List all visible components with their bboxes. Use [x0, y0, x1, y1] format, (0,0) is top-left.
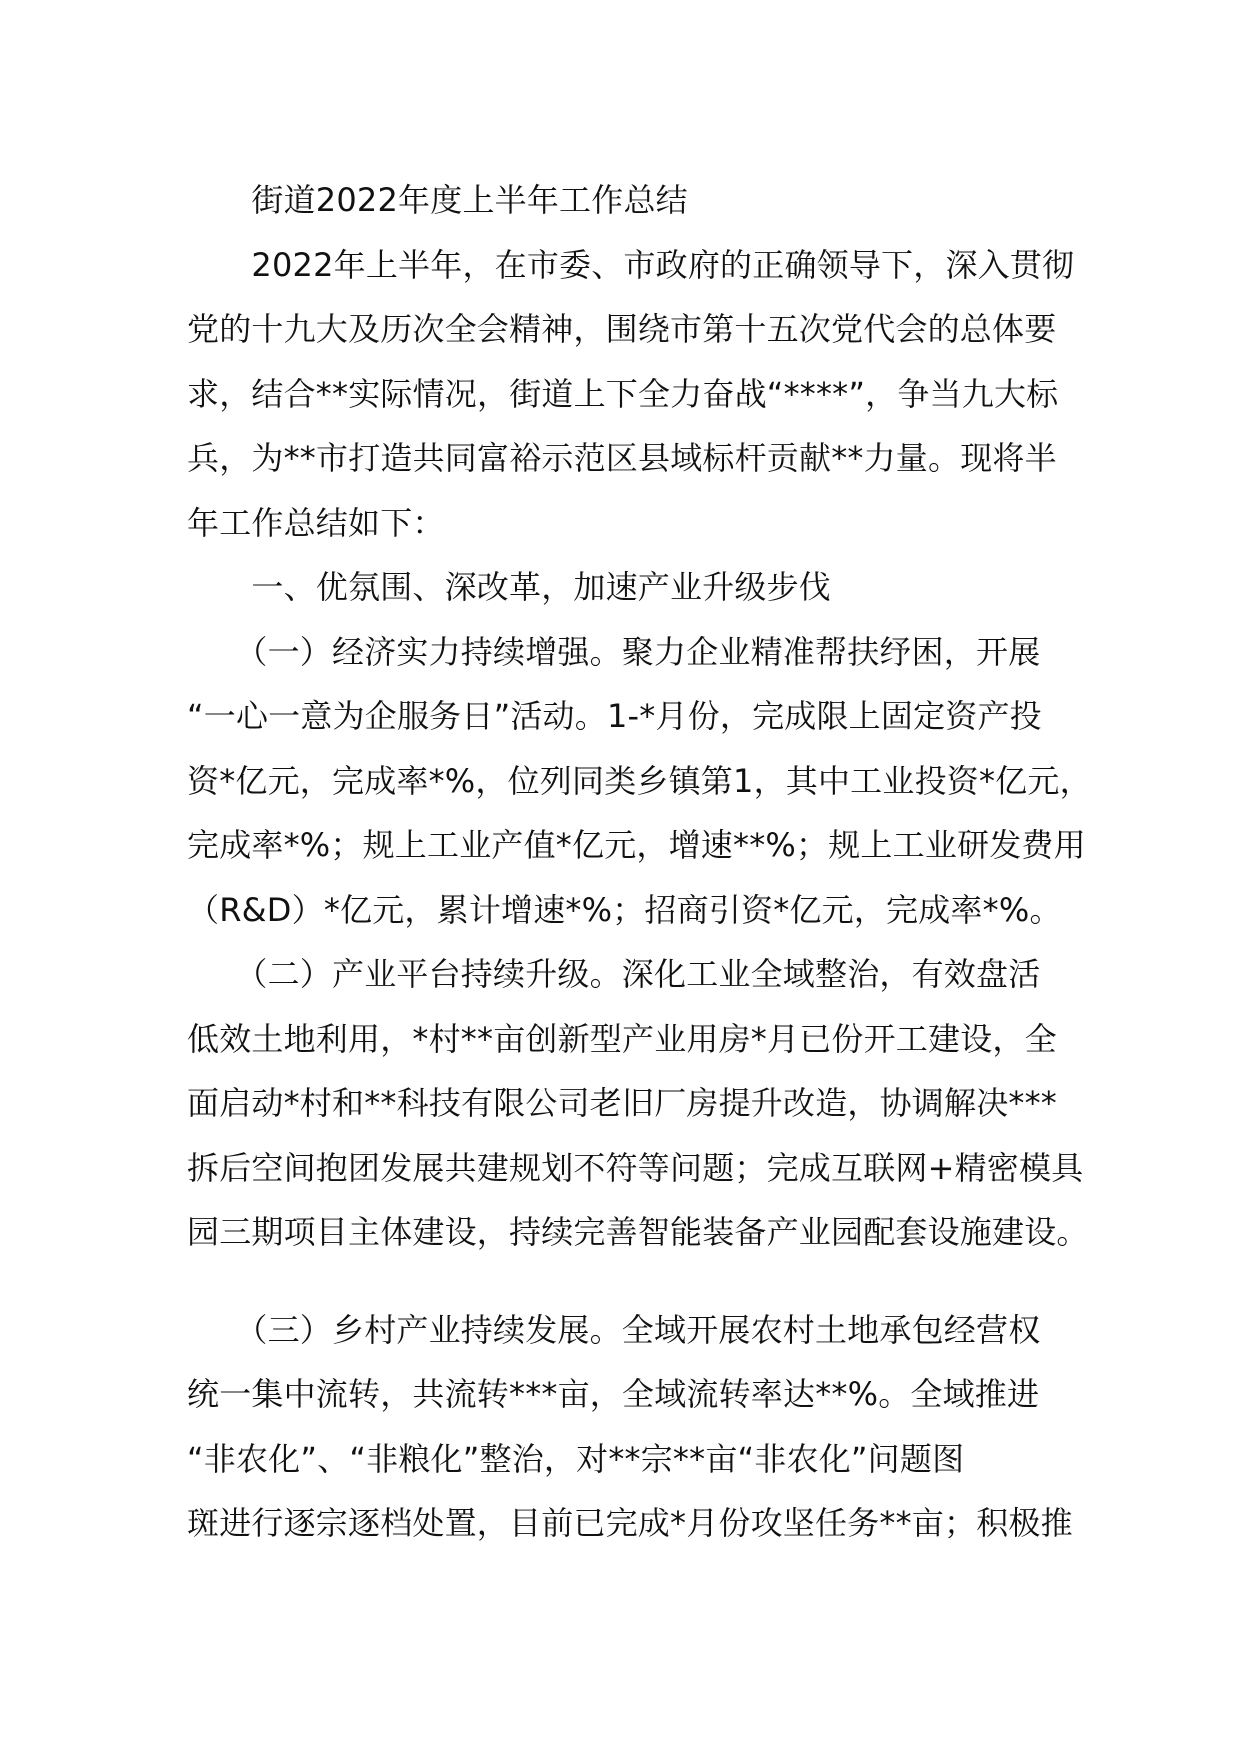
- paragraph-line: 完成率*%；规上工业产值*亿元，增速**%；规上工业研发费用: [187, 826, 1086, 864]
- paragraph-line: （R&D）*亿元，累计增速*%；招商引资*亿元，完成率*%。: [187, 890, 1062, 929]
- paragraph-line: 资*亿元，完成率*%，位列同类乡镇第1，其中工业投资*亿元，: [187, 761, 1092, 800]
- paragraph-line: 园三期项目主体建设，持续完善智能装备产业园配套设施建设。: [187, 1213, 1089, 1251]
- paragraph-line: 面启动*村和**科技有限公司老旧厂房提升改造，协调解决***: [187, 1084, 1058, 1122]
- document-body: [187, 168, 1092, 1556]
- document-title: 街道2022年度上半年工作总结: [187, 181, 688, 219]
- paragraph-line: 拆后空间抱团发展共建规划不符等问题；完成互联网+精密模具: [187, 1148, 1084, 1187]
- paragraph-line: 兵，为**市打造共同富裕示范区县域标杆贡献**力量。现将半: [187, 439, 1057, 477]
- section-heading: 一、优氛围、深改革，加速产业升级步伐: [187, 568, 832, 606]
- paragraph-line: （二）产业平台持续升级。深化工业全域整治，有效盘活: [187, 955, 1041, 993]
- paragraph-line: 年工作总结如下：: [187, 503, 445, 542]
- paragraph-line: 斑进行逐宗逐档处置，目前已完成*月份攻坚任务**亩；积极推: [187, 1504, 1073, 1542]
- paragraph-line: 低效土地利用，*村**亩创新型产业用房*月已份开工建设，全: [187, 1019, 1057, 1058]
- paragraph-line: 求，结合**实际情况，街道上下全力奋战“****”，争当九大标: [187, 374, 1059, 413]
- paragraph-line: “非农化”、“非粮化”整治，对**宗**亩“非农化”问题图: [187, 1439, 965, 1478]
- paragraph-line: 统一集中流转，共流转***亩，全域流转率达**%。全域推进: [187, 1375, 1040, 1413]
- paragraph-line: （一）经济实力持续增强。聚力企业精准帮扶纾困，开展: [187, 632, 1041, 671]
- paragraph-spacer: [187, 1265, 1057, 1298]
- paragraph-line: “一心一意为企服务日”活动。1-*月份，完成限上固定资产投: [187, 697, 1042, 735]
- paragraph-line: 2022年上半年，在市委、市政府的正确领导下，深入贯彻: [187, 245, 1075, 284]
- paragraph-line: （三）乡村产业持续发展。全域开展农村土地承包经营权: [187, 1310, 1041, 1349]
- paragraph-line: 党的十九大及历次全会精神，围绕市第十五次党代会的总体要: [187, 310, 1057, 348]
